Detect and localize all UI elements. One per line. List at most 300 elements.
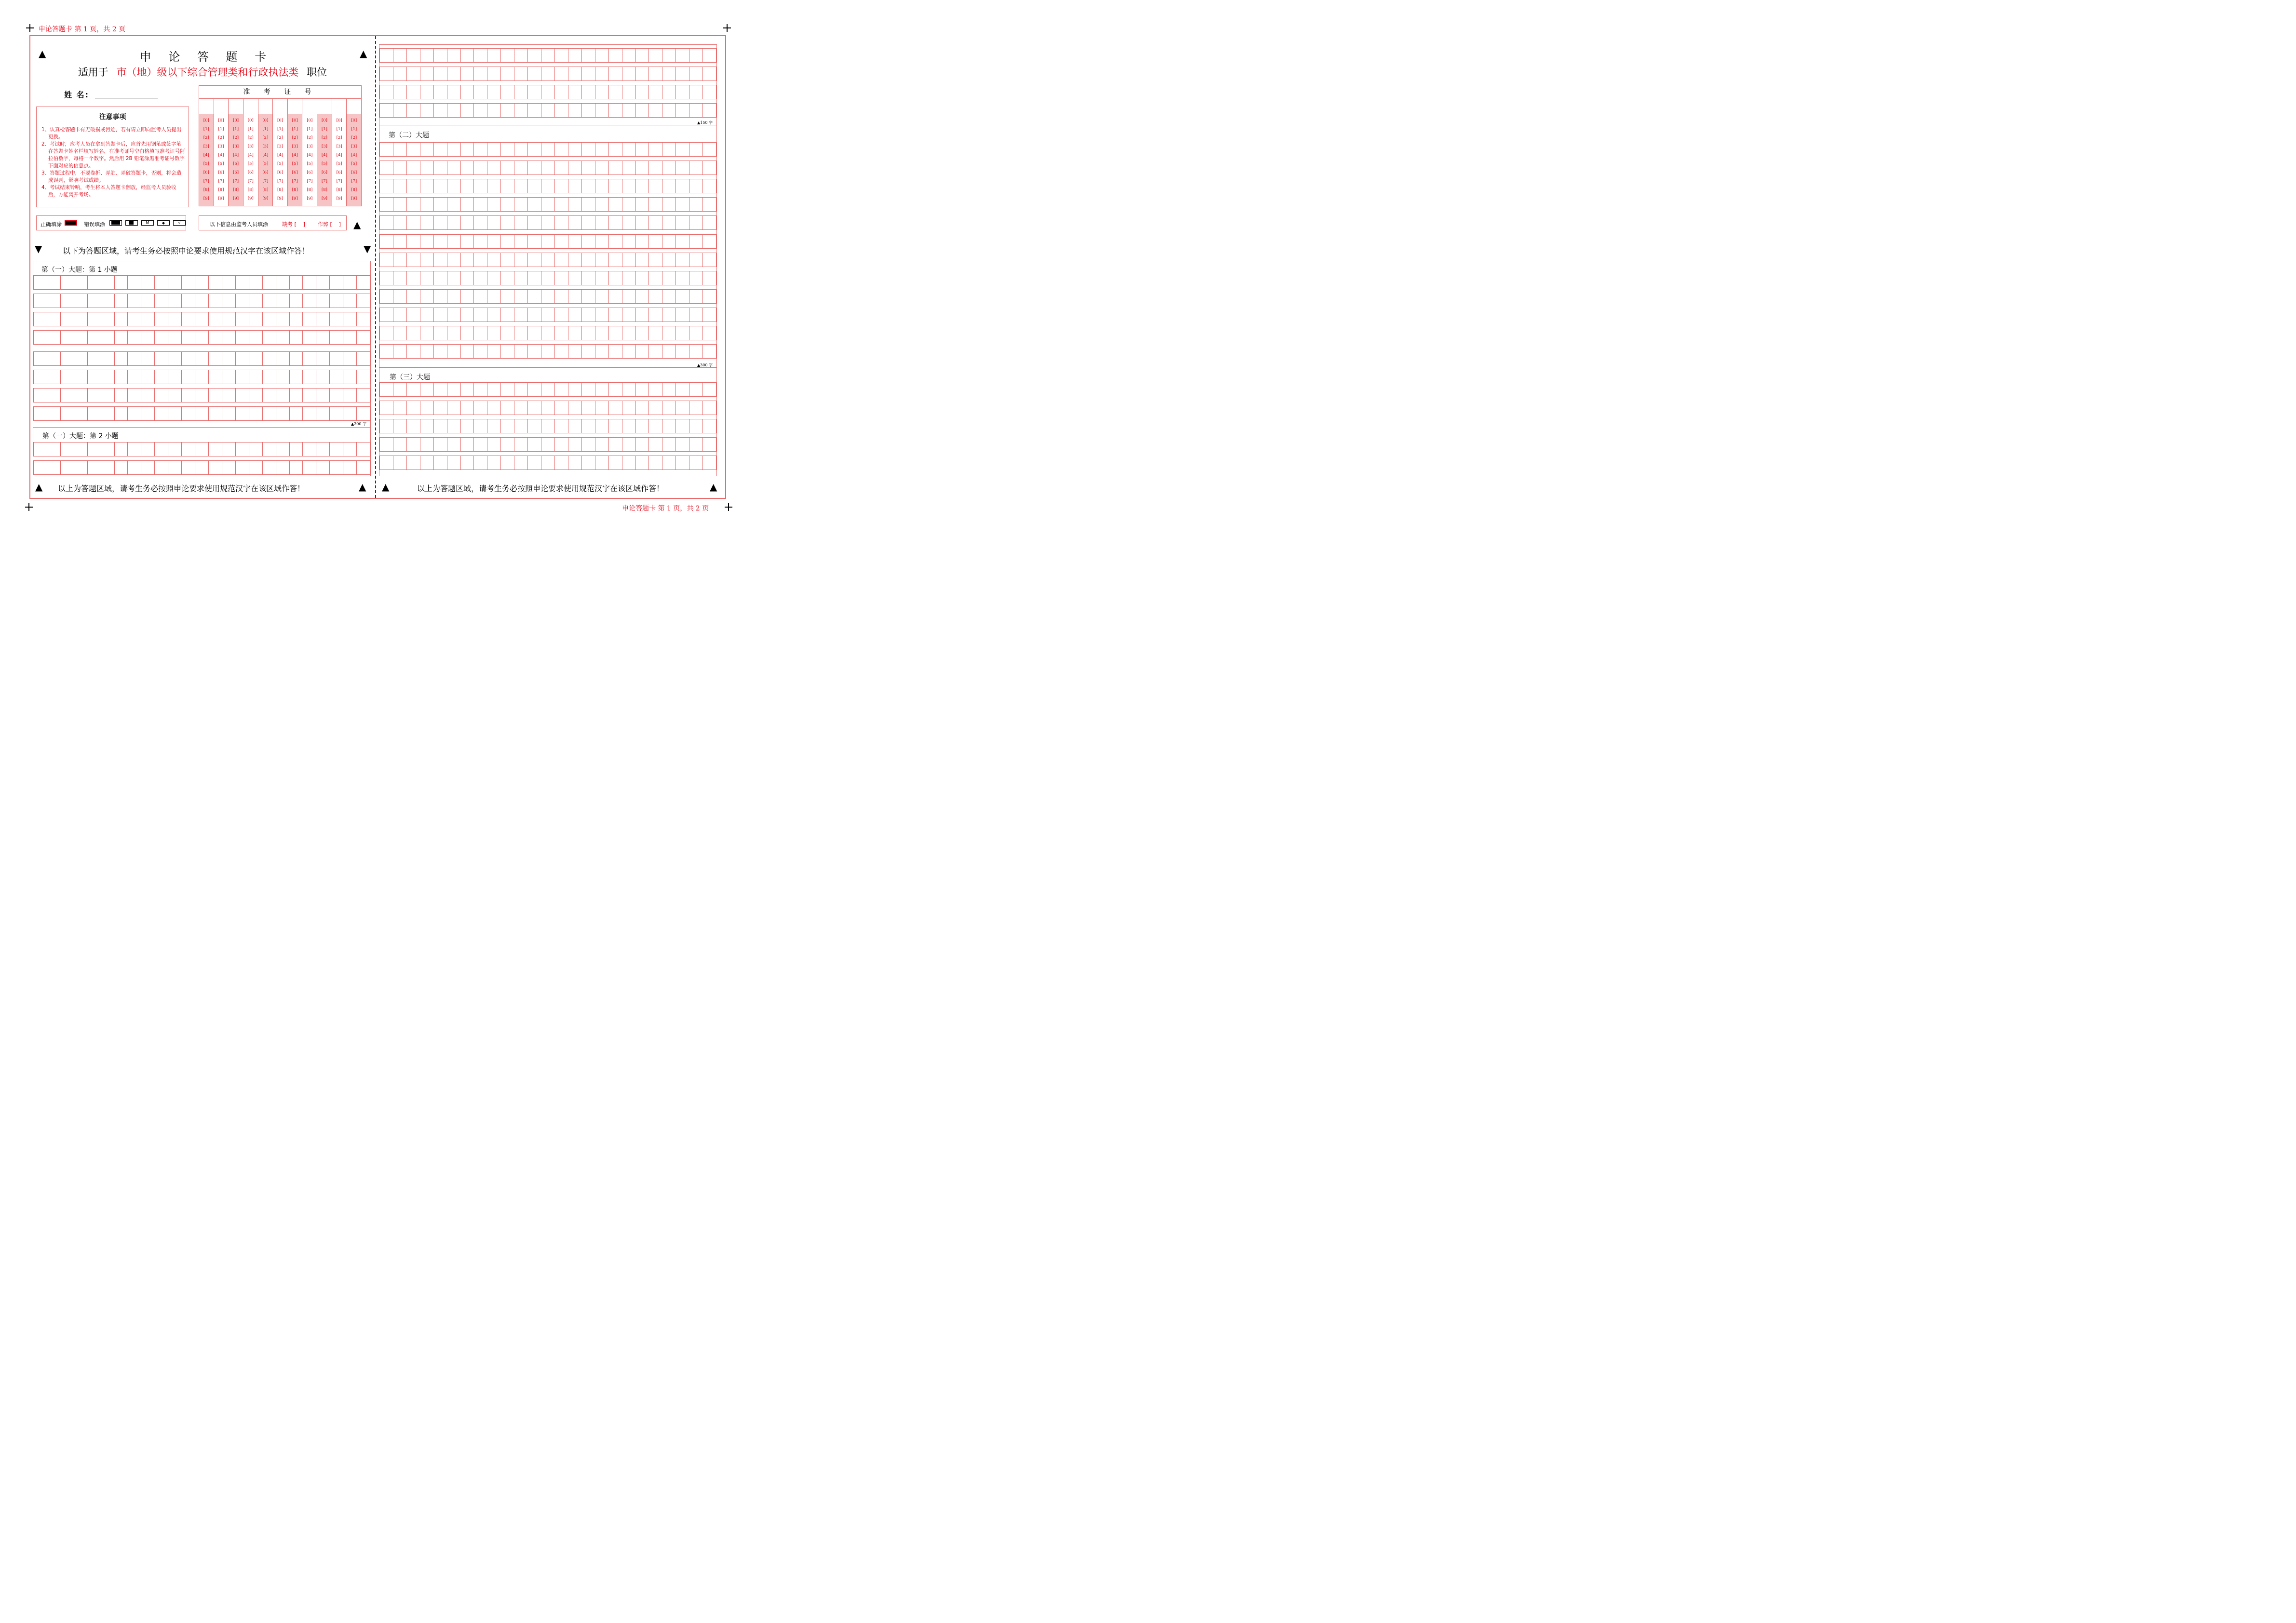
answer-cell[interactable] [303, 407, 316, 420]
answer-cell[interactable] [474, 216, 487, 229]
answer-cell[interactable] [379, 198, 393, 211]
answer-cell[interactable] [555, 290, 568, 303]
answer-cell[interactable] [541, 438, 555, 451]
answer-cell[interactable] [195, 461, 209, 474]
answer-cell[interactable] [33, 352, 47, 365]
answer-cell[interactable] [447, 456, 461, 469]
answer-cell[interactable] [582, 345, 595, 358]
digit-bubble[interactable]: [4] [262, 153, 269, 158]
digit-bubble[interactable]: [0] [203, 118, 209, 123]
answer-cell[interactable] [182, 461, 195, 474]
answer-cell[interactable] [595, 438, 609, 451]
answer-cell[interactable] [379, 179, 393, 193]
answer-cell[interactable] [303, 443, 316, 456]
answer-cell[interactable] [676, 290, 689, 303]
answer-cell[interactable] [263, 352, 276, 365]
answer-cell[interactable] [461, 308, 474, 322]
answer-cell[interactable] [703, 85, 716, 99]
answer-cell[interactable] [393, 198, 407, 211]
answer-cell[interactable] [501, 49, 514, 62]
answer-cell[interactable] [676, 419, 689, 433]
answer-cell[interactable] [622, 104, 636, 117]
answer-cell[interactable] [393, 253, 407, 267]
digit-bubble[interactable]: [2] [233, 135, 239, 140]
answer-cell[interactable] [474, 179, 487, 193]
answer-cell[interactable] [155, 331, 168, 344]
answer-cell[interactable] [407, 308, 420, 322]
answer-cell[interactable] [128, 370, 141, 384]
answer-cell[interactable] [434, 419, 447, 433]
digit-bubble[interactable]: [3] [203, 144, 209, 149]
answer-cell[interactable] [141, 389, 155, 402]
answer-cell[interactable] [33, 276, 47, 289]
answer-cell[interactable] [88, 276, 101, 289]
answer-cell[interactable] [236, 443, 249, 456]
answer-cell[interactable] [420, 235, 434, 248]
answer-cell[interactable] [407, 345, 420, 358]
answer-cell[interactable] [595, 104, 609, 117]
digit-bubble[interactable]: [2] [218, 135, 224, 140]
answer-cell[interactable] [74, 461, 88, 474]
answer-cell[interactable] [434, 456, 447, 469]
answer-cell[interactable] [501, 143, 514, 156]
digit-bubble[interactable]: [6] [336, 170, 342, 175]
answer-cell[interactable] [236, 276, 249, 289]
answer-cell[interactable] [662, 85, 676, 99]
answer-cell[interactable] [689, 308, 703, 322]
answer-grid-row[interactable] [379, 289, 716, 304]
answer-grid-row[interactable] [379, 308, 716, 322]
answer-cell[interactable] [209, 407, 222, 420]
answer-cell[interactable] [182, 331, 195, 344]
answer-cell[interactable] [703, 49, 716, 62]
answer-cell[interactable] [487, 216, 501, 229]
answer-cell[interactable] [636, 49, 649, 62]
answer-cell[interactable] [649, 104, 662, 117]
answer-cell[interactable] [514, 383, 528, 396]
answer-cell[interactable] [461, 85, 474, 99]
answer-cell[interactable] [61, 352, 74, 365]
answer-cell[interactable] [447, 143, 461, 156]
answer-cell[interactable] [501, 438, 514, 451]
answer-cell[interactable] [393, 67, 407, 80]
answer-grid-row[interactable] [379, 344, 716, 359]
answer-cell[interactable] [487, 326, 501, 340]
answer-cell[interactable] [649, 419, 662, 433]
answer-cell[interactable] [420, 85, 434, 99]
answer-cell[interactable] [649, 49, 662, 62]
digit-bubble[interactable]: [2] [247, 135, 254, 140]
answer-cell[interactable] [636, 456, 649, 469]
digit-bubble[interactable]: [4] [277, 153, 284, 158]
answer-cell[interactable] [115, 461, 128, 474]
answer-cell[interactable] [487, 383, 501, 396]
answer-cell[interactable] [155, 407, 168, 420]
digit-bubble[interactable]: [6] [218, 170, 224, 175]
answer-cell[interactable] [407, 198, 420, 211]
answer-cell[interactable] [622, 271, 636, 285]
answer-cell[interactable] [33, 294, 47, 308]
answer-cell[interactable] [330, 352, 343, 365]
answer-cell[interactable] [141, 370, 155, 384]
answer-cell[interactable] [461, 401, 474, 415]
answer-cell[interactable] [434, 253, 447, 267]
answer-cell[interactable] [676, 456, 689, 469]
digit-bubble[interactable]: [5] [307, 161, 313, 166]
digit-bubble[interactable]: [0] [292, 118, 298, 123]
answer-cell[interactable] [263, 331, 276, 344]
answer-cell[interactable] [276, 352, 290, 365]
answer-cell[interactable] [649, 216, 662, 229]
exam-id-digit-input[interactable] [302, 98, 317, 114]
answer-cell[interactable] [61, 276, 74, 289]
answer-cell[interactable] [582, 216, 595, 229]
answer-cell[interactable] [487, 290, 501, 303]
answer-cell[interactable] [420, 419, 434, 433]
answer-cell[interactable] [649, 271, 662, 285]
answer-cell[interactable] [609, 419, 622, 433]
answer-cell[interactable] [555, 308, 568, 322]
answer-cell[interactable] [582, 271, 595, 285]
answer-cell[interactable] [501, 104, 514, 117]
answer-cell[interactable] [222, 389, 236, 402]
digit-bubble[interactable]: [0] [233, 118, 239, 123]
digit-bubble[interactable]: [4] [233, 153, 239, 158]
answer-cell[interactable] [528, 456, 541, 469]
answer-cell[interactable] [88, 407, 101, 420]
answer-cell[interactable] [447, 49, 461, 62]
answer-cell[interactable] [676, 179, 689, 193]
answer-cell[interactable] [568, 235, 582, 248]
digit-bubble[interactable]: [2] [292, 135, 298, 140]
answer-cell[interactable] [141, 331, 155, 344]
answer-cell[interactable] [357, 312, 370, 326]
answer-cell[interactable] [74, 312, 88, 326]
answer-cell[interactable] [420, 198, 434, 211]
answer-cell[interactable] [555, 179, 568, 193]
answer-cell[interactable] [514, 235, 528, 248]
answer-cell[interactable] [487, 49, 501, 62]
answer-cell[interactable] [47, 276, 61, 289]
answer-cell[interactable] [474, 401, 487, 415]
answer-cell[interactable] [303, 370, 316, 384]
answer-cell[interactable] [447, 419, 461, 433]
answer-cell[interactable] [555, 235, 568, 248]
answer-cell[interactable] [74, 370, 88, 384]
exam-id-digit-input[interactable] [273, 98, 287, 114]
answer-cell[interactable] [407, 49, 420, 62]
answer-cell[interactable] [195, 312, 209, 326]
digit-bubble[interactable]: [6] [277, 170, 284, 175]
answer-cell[interactable] [447, 161, 461, 174]
answer-cell[interactable] [676, 49, 689, 62]
answer-cell[interactable] [662, 104, 676, 117]
answer-cell[interactable] [343, 407, 357, 420]
answer-cell[interactable] [609, 198, 622, 211]
answer-cell[interactable] [555, 383, 568, 396]
answer-cell[interactable] [487, 161, 501, 174]
digit-bubble[interactable]: [0] [307, 118, 313, 123]
answer-cell[interactable] [222, 407, 236, 420]
answer-cell[interactable] [568, 216, 582, 229]
answer-cell[interactable] [276, 389, 290, 402]
answer-cell[interactable] [689, 419, 703, 433]
answer-cell[interactable] [514, 104, 528, 117]
answer-cell[interactable] [343, 370, 357, 384]
answer-cell[interactable] [434, 49, 447, 62]
answer-cell[interactable] [595, 235, 609, 248]
answer-cell[interactable] [487, 308, 501, 322]
digit-bubble[interactable]: [2] [351, 135, 357, 140]
answer-cell[interactable] [420, 345, 434, 358]
digit-bubble[interactable]: [8] [336, 188, 342, 192]
answer-cell[interactable] [528, 161, 541, 174]
answer-cell[interactable] [662, 383, 676, 396]
answer-cell[interactable] [582, 308, 595, 322]
answer-cell[interactable] [195, 389, 209, 402]
answer-cell[interactable] [420, 104, 434, 117]
answer-cell[interactable] [568, 456, 582, 469]
answer-cell[interactable] [128, 407, 141, 420]
answer-cell[interactable] [379, 401, 393, 415]
answer-cell[interactable] [582, 104, 595, 117]
answer-cell[interactable] [379, 326, 393, 340]
answer-cell[interactable] [47, 407, 61, 420]
digit-bubble[interactable]: [3] [351, 144, 357, 149]
answer-grid-row[interactable] [33, 312, 370, 326]
answer-cell[interactable] [357, 461, 370, 474]
answer-cell[interactable] [676, 438, 689, 451]
answer-cell[interactable] [636, 85, 649, 99]
answer-cell[interactable] [609, 456, 622, 469]
answer-cell[interactable] [501, 235, 514, 248]
answer-cell[interactable] [595, 271, 609, 285]
answer-cell[interactable] [555, 143, 568, 156]
answer-cell[interactable] [662, 456, 676, 469]
answer-cell[interactable] [379, 345, 393, 358]
answer-cell[interactable] [379, 253, 393, 267]
answer-cell[interactable] [662, 67, 676, 80]
answer-cell[interactable] [689, 253, 703, 267]
answer-grid-row[interactable] [33, 406, 370, 421]
answer-cell[interactable] [393, 308, 407, 322]
answer-cell[interactable] [501, 179, 514, 193]
answer-cell[interactable] [501, 216, 514, 229]
answer-cell[interactable] [407, 216, 420, 229]
answer-grid-row[interactable] [33, 330, 370, 345]
answer-cell[interactable] [434, 104, 447, 117]
answer-cell[interactable] [689, 49, 703, 62]
answer-cell[interactable] [514, 179, 528, 193]
digit-bubble[interactable]: [7] [218, 179, 224, 184]
digit-bubble[interactable]: [3] [262, 144, 269, 149]
answer-cell[interactable] [33, 461, 47, 474]
answer-cell[interactable] [276, 407, 290, 420]
answer-cell[interactable] [434, 383, 447, 396]
answer-cell[interactable] [407, 104, 420, 117]
answer-cell[interactable] [514, 143, 528, 156]
digit-bubble[interactable]: [1] [262, 127, 269, 132]
digit-bubble[interactable]: [4] [218, 153, 224, 158]
answer-cell[interactable] [155, 443, 168, 456]
answer-cell[interactable] [555, 253, 568, 267]
answer-cell[interactable] [555, 419, 568, 433]
answer-grid-row[interactable] [379, 456, 716, 470]
answer-cell[interactable] [407, 271, 420, 285]
digit-bubble[interactable]: [3] [233, 144, 239, 149]
answer-cell[interactable] [487, 198, 501, 211]
answer-cell[interactable] [155, 461, 168, 474]
answer-cell[interactable] [514, 271, 528, 285]
answer-cell[interactable] [636, 271, 649, 285]
answer-cell[interactable] [461, 253, 474, 267]
answer-cell[interactable] [649, 345, 662, 358]
answer-cell[interactable] [236, 370, 249, 384]
answer-cell[interactable] [379, 85, 393, 99]
answer-cell[interactable] [393, 161, 407, 174]
answer-cell[interactable] [555, 216, 568, 229]
digit-bubble[interactable]: [9] [203, 196, 209, 201]
answer-cell[interactable] [447, 253, 461, 267]
answer-cell[interactable] [595, 308, 609, 322]
answer-cell[interactable] [141, 443, 155, 456]
answer-cell[interactable] [487, 345, 501, 358]
answer-cell[interactable] [703, 216, 716, 229]
digit-bubble[interactable]: [9] [321, 196, 327, 201]
answer-cell[interactable] [379, 104, 393, 117]
answer-cell[interactable] [61, 443, 74, 456]
answer-cell[interactable] [703, 179, 716, 193]
answer-cell[interactable] [434, 290, 447, 303]
answer-cell[interactable] [649, 438, 662, 451]
digit-bubble[interactable]: [3] [277, 144, 284, 149]
answer-cell[interactable] [447, 216, 461, 229]
answer-cell[interactable] [676, 216, 689, 229]
answer-cell[interactable] [703, 104, 716, 117]
answer-cell[interactable] [541, 271, 555, 285]
answer-cell[interactable] [47, 352, 61, 365]
answer-cell[interactable] [474, 85, 487, 99]
answer-cell[interactable] [703, 456, 716, 469]
answer-grid-row[interactable] [379, 234, 716, 249]
answer-cell[interactable] [568, 85, 582, 99]
answer-cell[interactable] [622, 235, 636, 248]
answer-grid-row[interactable] [33, 370, 370, 384]
answer-cell[interactable] [541, 198, 555, 211]
answer-cell[interactable] [290, 389, 303, 402]
answer-cell[interactable] [703, 290, 716, 303]
answer-cell[interactable] [195, 370, 209, 384]
answer-cell[interactable] [357, 352, 370, 365]
answer-cell[interactable] [343, 352, 357, 365]
answer-grid-row[interactable] [379, 179, 716, 193]
answer-cell[interactable] [582, 198, 595, 211]
answer-cell[interactable] [461, 271, 474, 285]
answer-cell[interactable] [434, 198, 447, 211]
answer-cell[interactable] [263, 407, 276, 420]
answer-cell[interactable] [474, 49, 487, 62]
answer-cell[interactable] [501, 326, 514, 340]
answer-cell[interactable] [222, 294, 236, 308]
answer-cell[interactable] [447, 235, 461, 248]
answer-cell[interactable] [622, 67, 636, 80]
answer-cell[interactable] [474, 345, 487, 358]
answer-cell[interactable] [182, 294, 195, 308]
answer-cell[interactable] [330, 461, 343, 474]
answer-cell[interactable] [115, 443, 128, 456]
answer-cell[interactable] [101, 461, 115, 474]
answer-grid-row[interactable] [33, 442, 370, 456]
answer-cell[interactable] [141, 276, 155, 289]
answer-cell[interactable] [555, 198, 568, 211]
answer-cell[interactable] [514, 198, 528, 211]
answer-cell[interactable] [447, 67, 461, 80]
answer-cell[interactable] [222, 312, 236, 326]
answer-cell[interactable] [555, 161, 568, 174]
answer-cell[interactable] [622, 198, 636, 211]
answer-cell[interactable] [636, 290, 649, 303]
answer-cell[interactable] [582, 419, 595, 433]
answer-cell[interactable] [568, 326, 582, 340]
answer-cell[interactable] [555, 438, 568, 451]
answer-cell[interactable] [115, 276, 128, 289]
answer-cell[interactable] [595, 383, 609, 396]
answer-cell[interactable] [474, 253, 487, 267]
answer-cell[interactable] [528, 85, 541, 99]
digit-bubble[interactable]: [7] [321, 179, 327, 184]
answer-cell[interactable] [155, 370, 168, 384]
answer-cell[interactable] [343, 312, 357, 326]
answer-cell[interactable] [61, 331, 74, 344]
digit-bubble[interactable]: [2] [307, 135, 313, 140]
answer-cell[interactable] [263, 312, 276, 326]
answer-cell[interactable] [128, 294, 141, 308]
answer-cell[interactable] [420, 216, 434, 229]
exam-id-digit-input[interactable] [243, 98, 258, 114]
answer-cell[interactable] [434, 67, 447, 80]
answer-cell[interactable] [461, 290, 474, 303]
answer-cell[interactable] [636, 345, 649, 358]
answer-cell[interactable] [676, 253, 689, 267]
answer-cell[interactable] [407, 143, 420, 156]
answer-cell[interactable] [303, 461, 316, 474]
answer-cell[interactable] [622, 438, 636, 451]
answer-cell[interactable] [595, 85, 609, 99]
answer-cell[interactable] [101, 294, 115, 308]
answer-cell[interactable] [249, 352, 263, 365]
answer-cell[interactable] [141, 407, 155, 420]
answer-cell[interactable] [582, 143, 595, 156]
answer-grid-row[interactable] [379, 437, 716, 452]
answer-cell[interactable] [393, 104, 407, 117]
answer-cell[interactable] [528, 345, 541, 358]
answer-cell[interactable] [662, 419, 676, 433]
answer-cell[interactable] [447, 345, 461, 358]
answer-cell[interactable] [74, 443, 88, 456]
answer-grid-row[interactable] [33, 460, 370, 475]
answer-grid-row[interactable] [379, 326, 716, 340]
answer-cell[interactable] [33, 312, 47, 326]
answer-cell[interactable] [209, 312, 222, 326]
answer-cell[interactable] [487, 235, 501, 248]
answer-cell[interactable] [582, 383, 595, 396]
digit-bubble[interactable]: [5] [277, 161, 284, 166]
answer-cell[interactable] [649, 253, 662, 267]
answer-cell[interactable] [61, 389, 74, 402]
answer-cell[interactable] [357, 443, 370, 456]
answer-cell[interactable] [379, 143, 393, 156]
answer-cell[interactable] [501, 345, 514, 358]
